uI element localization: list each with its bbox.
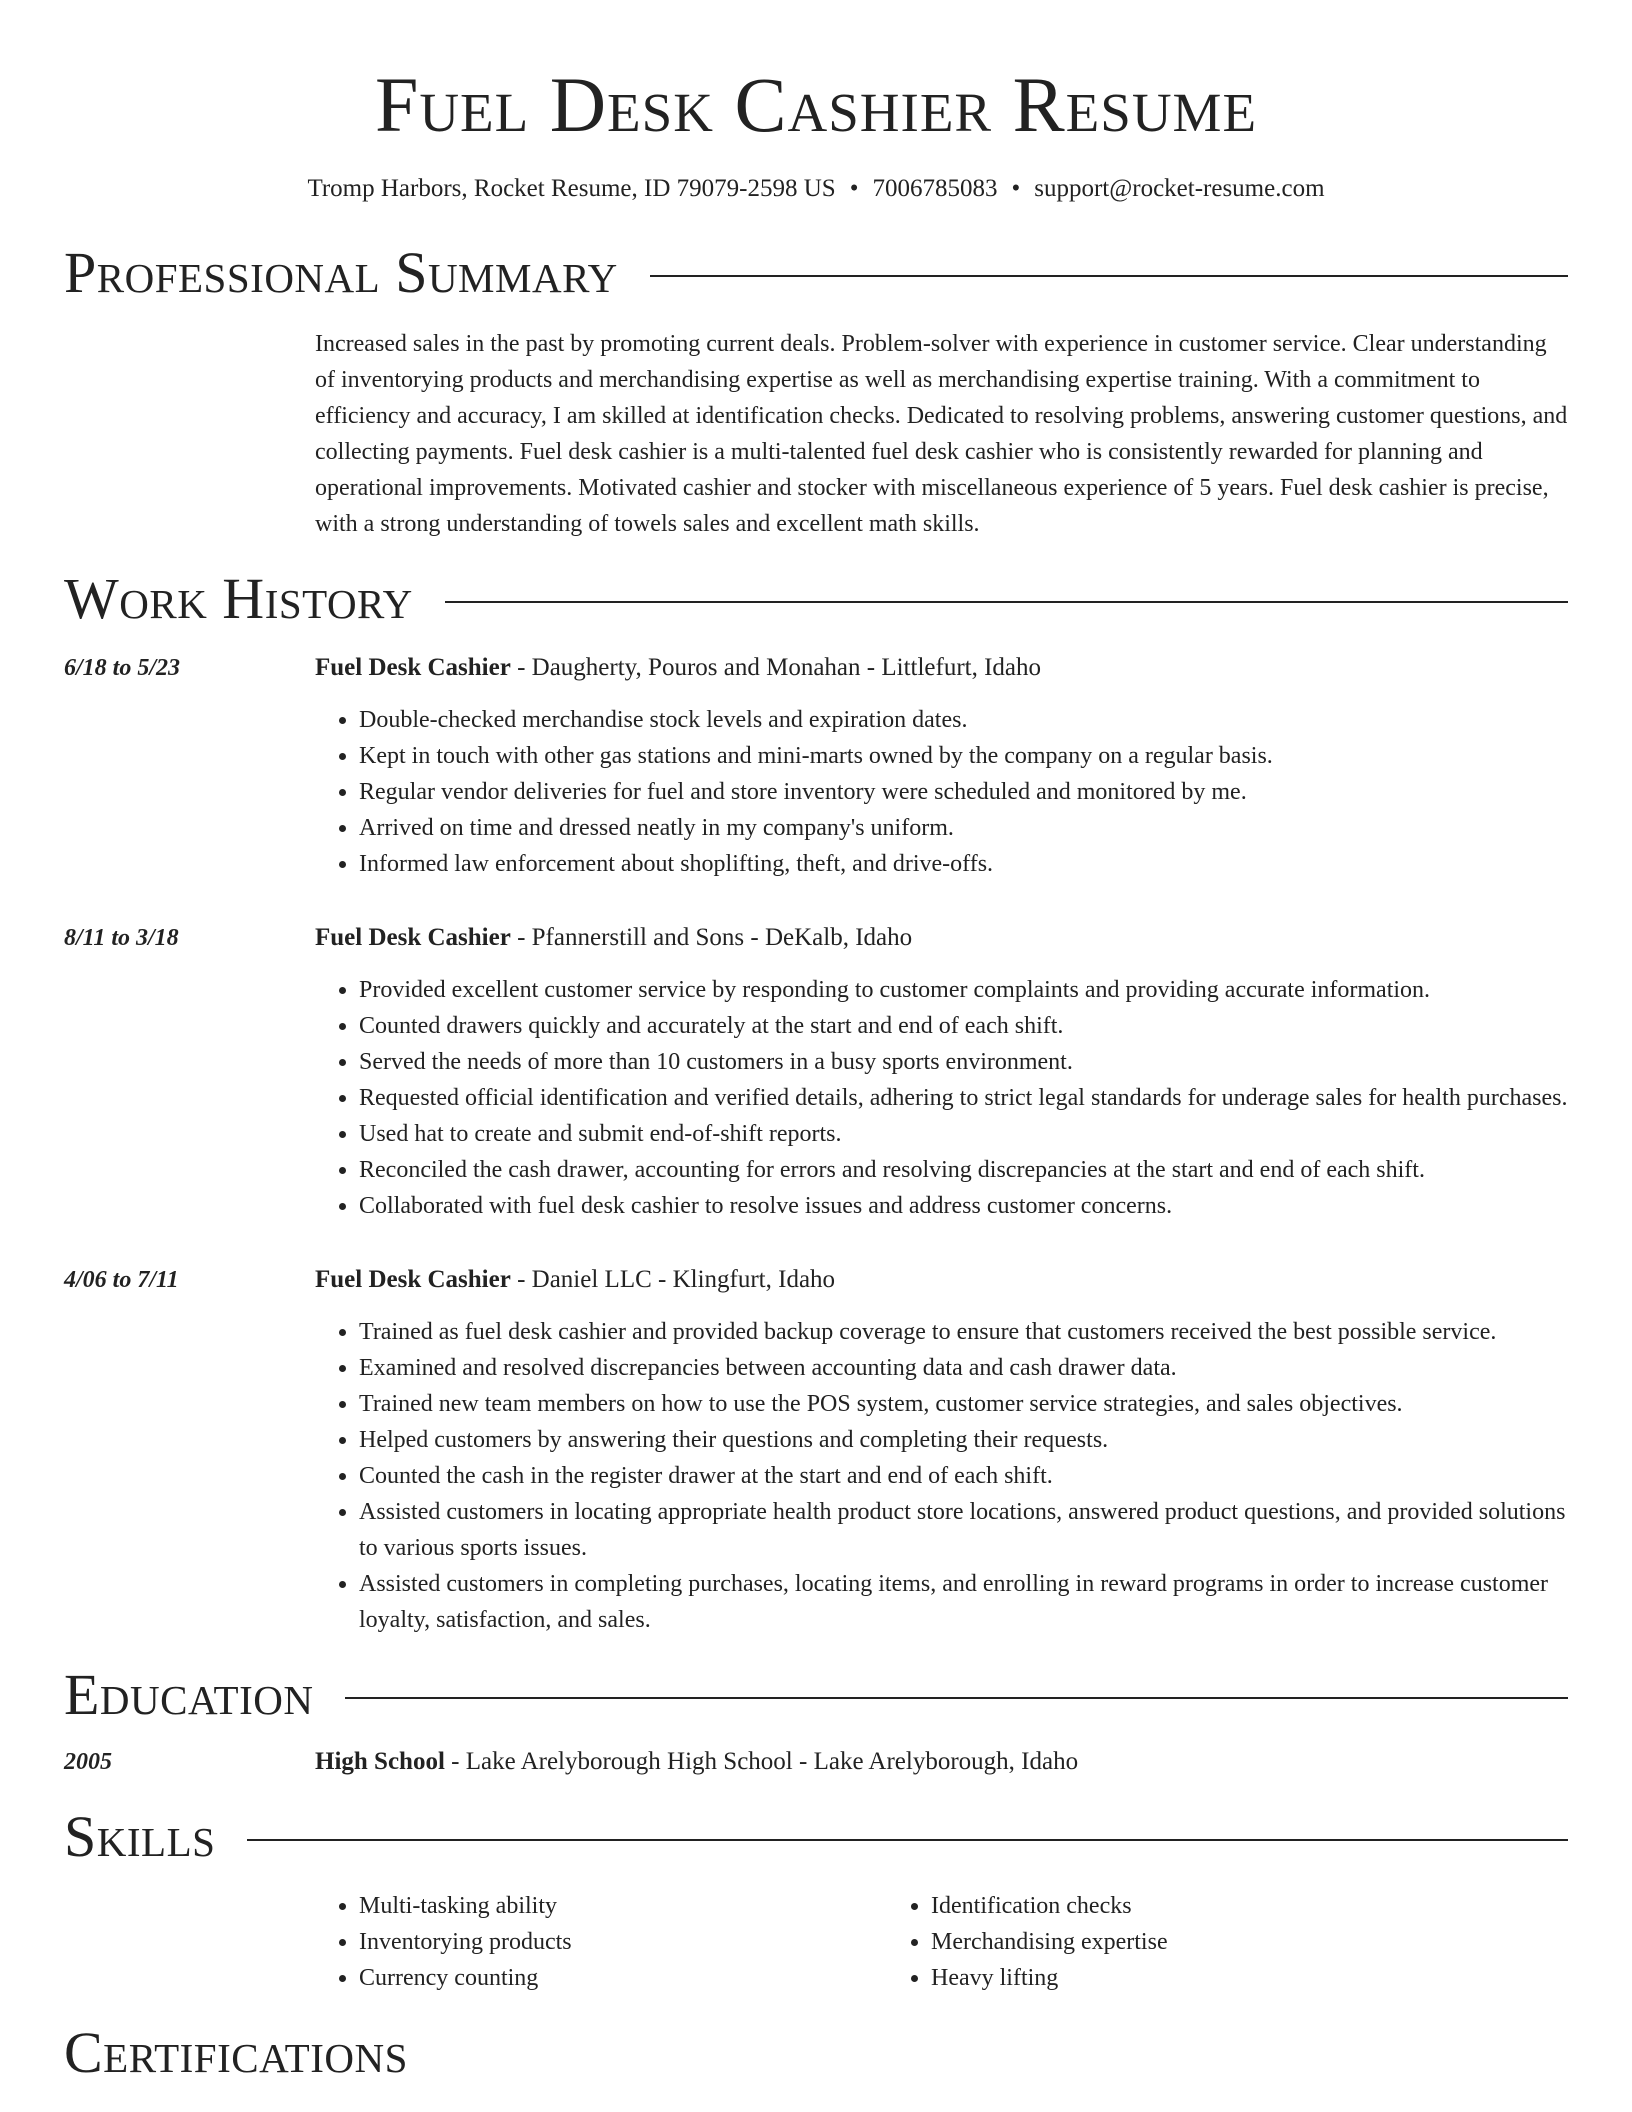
job-employer: - Pfannerstill and Sons - DeKalb, Idaho: [510, 924, 913, 951]
duty-item: • Counted drawers quickly and accurately at the start and end of each shift.: [359, 1008, 1568, 1044]
duty-item: • Counted the cash in the register drawer at the start and end of each shift.: [359, 1458, 1568, 1494]
summary-section-title: Professional Summary: [64, 240, 618, 305]
job-duties: [315, 972, 1568, 1224]
job-dates: 4/06 to 7/11: [64, 1267, 179, 1293]
job-heading: [315, 650, 1568, 686]
contact-email: support@rocket-resume.com: [1034, 175, 1325, 202]
duty-item: • Assisted customers in locating appropriate health product store locations, answered product questions, and provided solutions to various sports issues.: [359, 1494, 1568, 1566]
section-divider: [650, 275, 1568, 277]
job-employer: - Daniel LLC - Klingfurt, Idaho: [510, 1266, 836, 1293]
education-degree: High School: [315, 1748, 445, 1775]
education-section-header: [64, 1662, 1568, 1728]
duty-item: • Assisted customers in completing purchases, locating items, and enrolling in reward programs in order to increase customer loyalty, satisfaction, and sales.: [359, 1566, 1568, 1638]
skill-item: • Multi-tasking ability: [359, 1888, 887, 1924]
duty-item: • Helped customers by answering their questions and completing their requests.: [359, 1422, 1568, 1458]
skills-section-header: [64, 1804, 1568, 1870]
job-dates: 6/18 to 5/23: [64, 655, 181, 681]
skills-list: [315, 1888, 1568, 1996]
duty-item: • Provided excellent customer service by responding to customer complaints and providing accurate information.: [359, 972, 1568, 1008]
job-title: Fuel Desk Cashier: [315, 924, 511, 951]
job-dates: 8/11 to 3/18: [64, 925, 179, 951]
certifications-section-header: [64, 2020, 1568, 2086]
job-entry: [64, 1262, 1568, 1638]
duty-item: • Arrived on time and dressed neatly in my company's uniform.: [359, 810, 1568, 846]
skills-section-title: Skills: [64, 1804, 216, 1869]
job-duties: [315, 1314, 1568, 1638]
job-heading: [315, 920, 1568, 956]
summary-section-header: [64, 240, 1568, 306]
duty-item: • Regular vendor deliveries for fuel and store inventory were scheduled and monitored by me.: [359, 774, 1568, 810]
resume-title: Fuel Desk Cashier Resume: [374, 61, 1258, 148]
job-employer: - Daugherty, Pouros and Monahan - Littlefurt, Idaho: [510, 654, 1042, 681]
skills-column-right: [887, 1888, 1459, 1996]
certifications-section-title: Certifications: [64, 2020, 408, 2085]
skill-item: • Identification checks: [931, 1888, 1459, 1924]
section-divider: [345, 1697, 1568, 1699]
duty-item: • Requested official identification and verified details, adhering to strict legal standards for underage sales for health purchases.: [359, 1080, 1568, 1116]
education-school: - Lake Arelyborough High School - Lake Arelyborough, Idaho: [444, 1748, 1079, 1775]
skill-item: • Inventorying products: [359, 1924, 887, 1960]
education-heading: [315, 1744, 1568, 1780]
work-section-header: [64, 566, 1568, 632]
job-entry: [64, 650, 1568, 882]
education-section-title: Education: [64, 1662, 314, 1727]
duty-item: • Examined and resolved discrepancies between accounting data and cash drawer data.: [359, 1350, 1568, 1386]
skill-item: • Heavy lifting: [931, 1960, 1459, 1996]
education-year: 2005: [64, 1749, 112, 1775]
duty-item: • Reconciled the cash drawer, accounting for errors and resolving discrepancies at the start and end of each shift.: [359, 1152, 1568, 1188]
skill-item: • Currency counting: [359, 1960, 887, 1996]
duty-item: • Double-checked merchandise stock levels and expiration dates.: [359, 702, 1568, 738]
summary-text: Increased sales in the past by promoting current deals. Problem-solver with experience in customer service. Clear understanding of inventorying products and merchandising expertise as well as merchandising expertise training. With a commitment to efficiency and accuracy, I am skilled at identification checks. Dedicated to resolving problems, answering customer questions, and collecting payments. Fuel desk cashier is a multi-talented fuel desk cashier who is consistently rewarded for planning and operational improvements. Motivated cashier and stocker with miscellaneous experience of 5 years. Fuel desk cashier is precise, with a strong understanding of towels sales and excellent math skills.: [315, 331, 1568, 537]
duty-item: • Collaborated with fuel desk cashier to resolve issues and address customer concerns.: [359, 1188, 1568, 1224]
contact-separator: •: [1011, 175, 1021, 202]
duty-item: • Informed law enforcement about shoplifting, theft, and drive-offs.: [359, 846, 1568, 882]
skills-column-left: [315, 1888, 887, 1996]
duty-item: • Used hat to create and submit end-of-shift reports.: [359, 1116, 1568, 1152]
contact-separator: •: [849, 175, 859, 202]
duty-item: • Kept in touch with other gas stations and mini-marts owned by the company on a regular basis.: [359, 738, 1568, 774]
contact-phone: 7006785083: [872, 175, 998, 202]
duty-item: • Trained as fuel desk cashier and provided backup coverage to ensure that customers received the best possible service.: [359, 1314, 1568, 1350]
duty-item: • Served the needs of more than 10 customers in a busy sports environment.: [359, 1044, 1568, 1080]
job-title: Fuel Desk Cashier: [315, 1266, 511, 1293]
skill-item: • Merchandising expertise: [931, 1924, 1459, 1960]
section-divider: [247, 1839, 1568, 1841]
job-duties: [315, 702, 1568, 882]
duty-item: • Trained new team members on how to use the POS system, customer service strategies, and sales objectives.: [359, 1386, 1568, 1422]
contact-address: Tromp Harbors, Rocket Resume, ID 79079-2598 US: [307, 175, 836, 202]
job-heading: [315, 1262, 1568, 1298]
contact-line: [64, 172, 1568, 206]
section-divider: [445, 601, 1568, 603]
education-entry: [64, 1744, 1568, 1780]
job-title: Fuel Desk Cashier: [315, 654, 511, 681]
work-section-title: Work History: [64, 566, 413, 631]
job-entry: [64, 920, 1568, 1224]
